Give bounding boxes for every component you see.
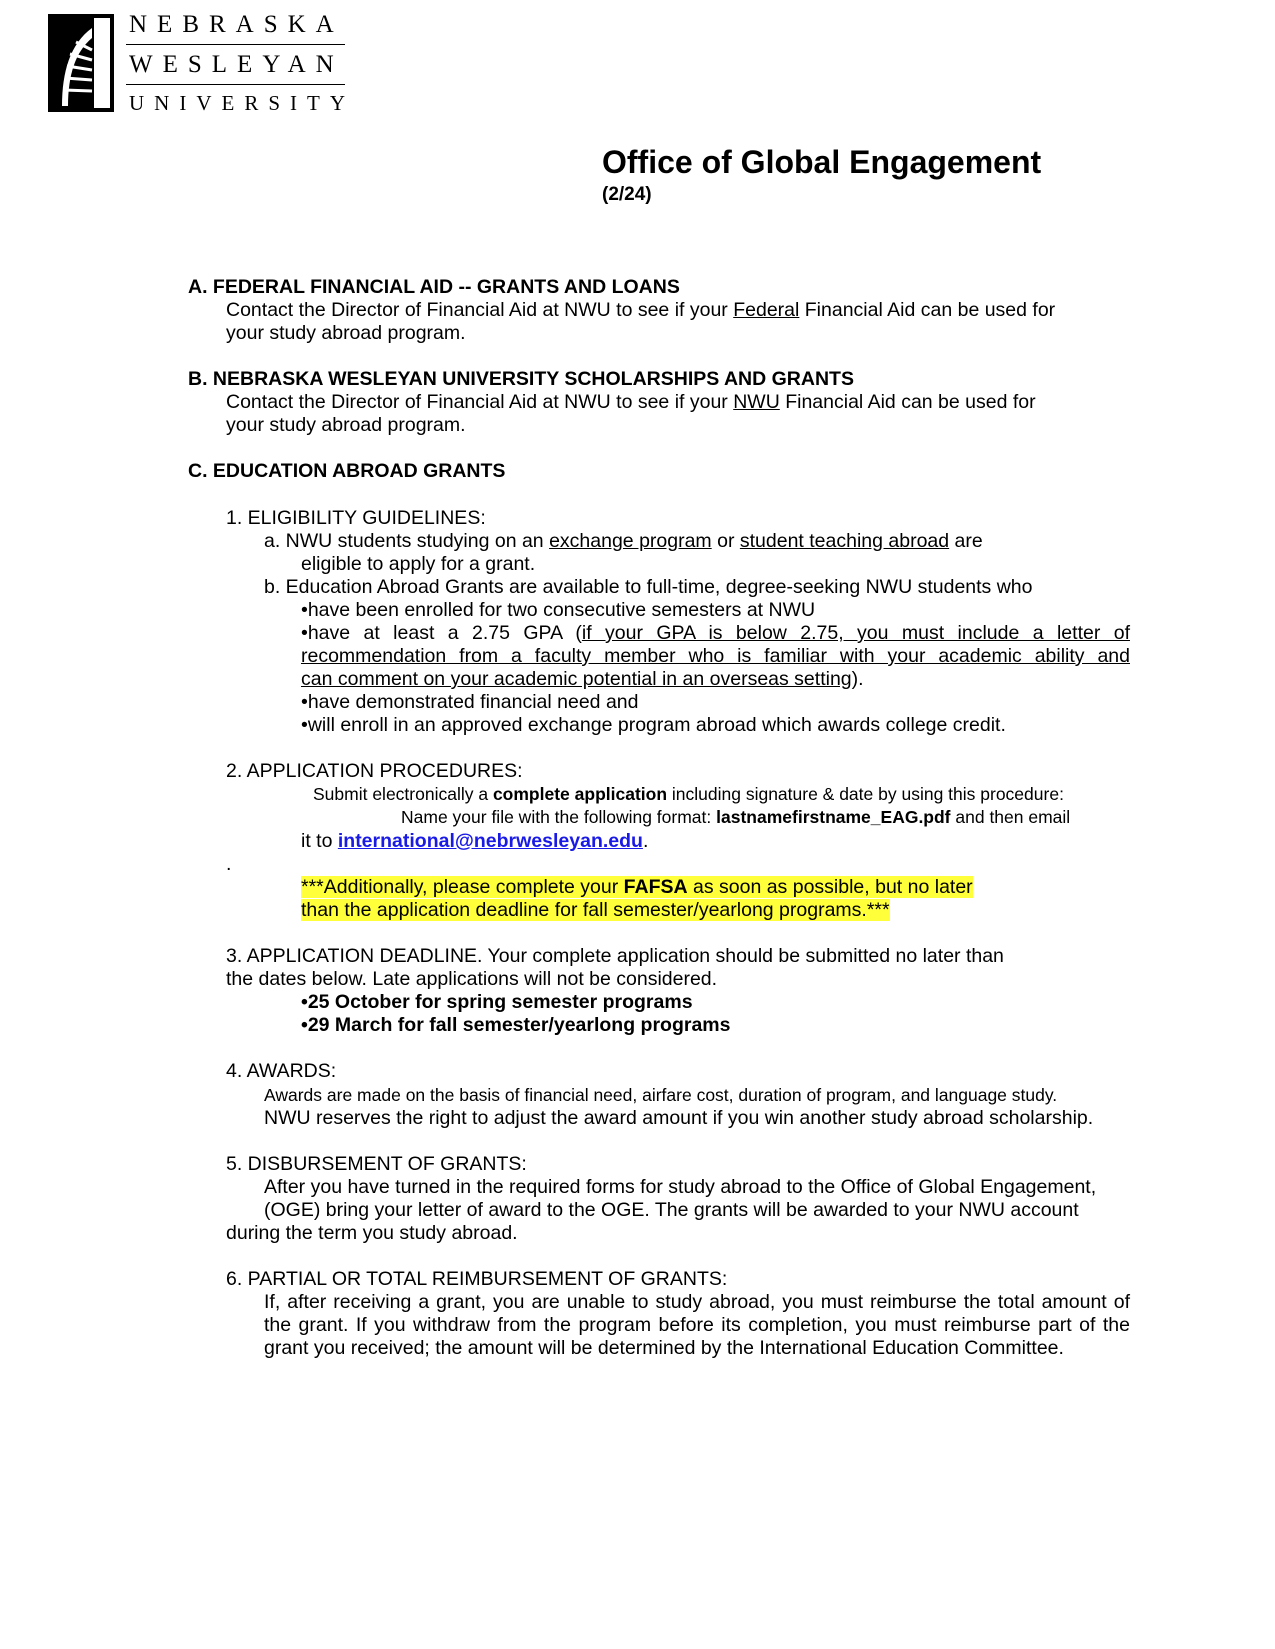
eligibility-bullet: •have at least a 2.75 GPA (if your GPA is below 2.75, you must include a letter of [301,622,1130,644]
logo-line-wesleyan: WESLEYAN [129,51,344,78]
disbursement-text: After you have turned in the required forms for study abroad to the Office of Global Engagement, [264,1176,1097,1198]
deadline-text: the dates below. Late applications will not be considered. [226,968,718,990]
page-title: Office of Global Engagement [602,144,1042,180]
eligibility-bullet: can comment on your academic potential in an overseas setting). [301,668,864,690]
eligibility-bullet: recommendation from a faculty member who is familiar with your academic ability and [301,645,1130,667]
email-link[interactable]: international@nebrwesleyan.edu [337,830,643,852]
procedures-text: Submit electronically a complete application including signature & date by using this procedure: [313,784,1064,804]
awards-heading: 4. AWARDS: [226,1060,337,1082]
reimbursement-heading: 6. PARTIAL OR TOTAL REIMBURSEMENT OF GRANTS: [226,1268,728,1290]
section-a-heading: A. FEDERAL FINANCIAL AID -- GRANTS AND LOANS [188,276,680,298]
logo-divider [126,84,345,85]
logo-line-nebraska: NEBRASKA [129,11,344,38]
eligibility-item-b: b. Education Abroad Grants are available to full-time, degree-seeking NWU students who [264,576,1033,598]
disbursement-text: (OGE) bring your letter of award to the OGE. The grants will be awarded to your NWU account [264,1199,1079,1221]
section-a-text: your study abroad program. [226,322,466,344]
eligibility-heading: 1. ELIGIBILITY GUIDELINES: [226,507,486,529]
procedures-text: it to international@nebrwesleyan.edu. [301,830,649,852]
deadline-text: 3. APPLICATION DEADLINE. Your complete application should be submitted no later than [226,945,1004,967]
deadline-date: •29 March for fall semester/yearlong programs [301,1014,731,1036]
procedures-heading: 2. APPLICATION PROCEDURES: [226,760,523,782]
fafsa-notice: ***Additionally, please complete your FAFSA as soon as possible, but no later [301,876,973,898]
section-b-text: your study abroad program. [226,414,466,436]
logo-line-university: UNIVERSITY [129,91,355,115]
arch-logo-icon [48,14,114,112]
section-a-text: Contact the Director of Financial Aid at NWU to see if your Federal Financial Aid can be used for [226,299,1056,321]
section-c-heading: C. EDUCATION ABROAD GRANTS [188,460,506,482]
section-b-heading: B. NEBRASKA WESLEYAN UNIVERSITY SCHOLARSHIPS AND GRANTS [188,368,854,390]
awards-text: NWU reserves the right to adjust the award amount if you win another study abroad scholarship. [264,1107,1094,1129]
reimbursement-text: the grant. If you withdraw from the program before its completion, you must reimburse part of the [264,1314,1130,1336]
fafsa-notice: than the application deadline for fall semester/yearlong programs.*** [301,899,890,921]
stray-period: . [226,853,232,875]
revision-date: (2/24) [602,184,652,205]
section-b-text: Contact the Director of Financial Aid at NWU to see if your NWU Financial Aid can be used for [226,391,1036,413]
procedures-text: Name your file with the following format: lastnamefirstname_EAG.pdf and then email [401,807,1071,827]
eligibility-bullet: •have been enrolled for two consecutive semesters at NWU [301,599,816,621]
logo-divider [126,44,345,45]
eligibility-item-a: a. NWU students studying on an exchange program or student teaching abroad are [264,530,983,552]
eligibility-item-a: eligible to apply for a grant. [301,553,536,575]
disbursement-text: during the term you study abroad. [226,1222,518,1244]
awards-text: Awards are made on the basis of financial need, airfare cost, duration of program, and language study. [264,1085,1058,1105]
eligibility-bullet: •will enroll in an approved exchange program abroad which awards college credit. [301,714,1006,736]
eligibility-bullet: •have demonstrated financial need and [301,691,639,713]
disbursement-heading: 5. DISBURSEMENT OF GRANTS: [226,1153,527,1175]
reimbursement-text: If, after receiving a grant, you are unable to study abroad, you must reimburse the total amount of [264,1291,1130,1313]
deadline-date: •25 October for spring semester programs [301,991,693,1013]
reimbursement-text: grant you received; the amount will be determined by the International Education Committee. [264,1337,1064,1359]
